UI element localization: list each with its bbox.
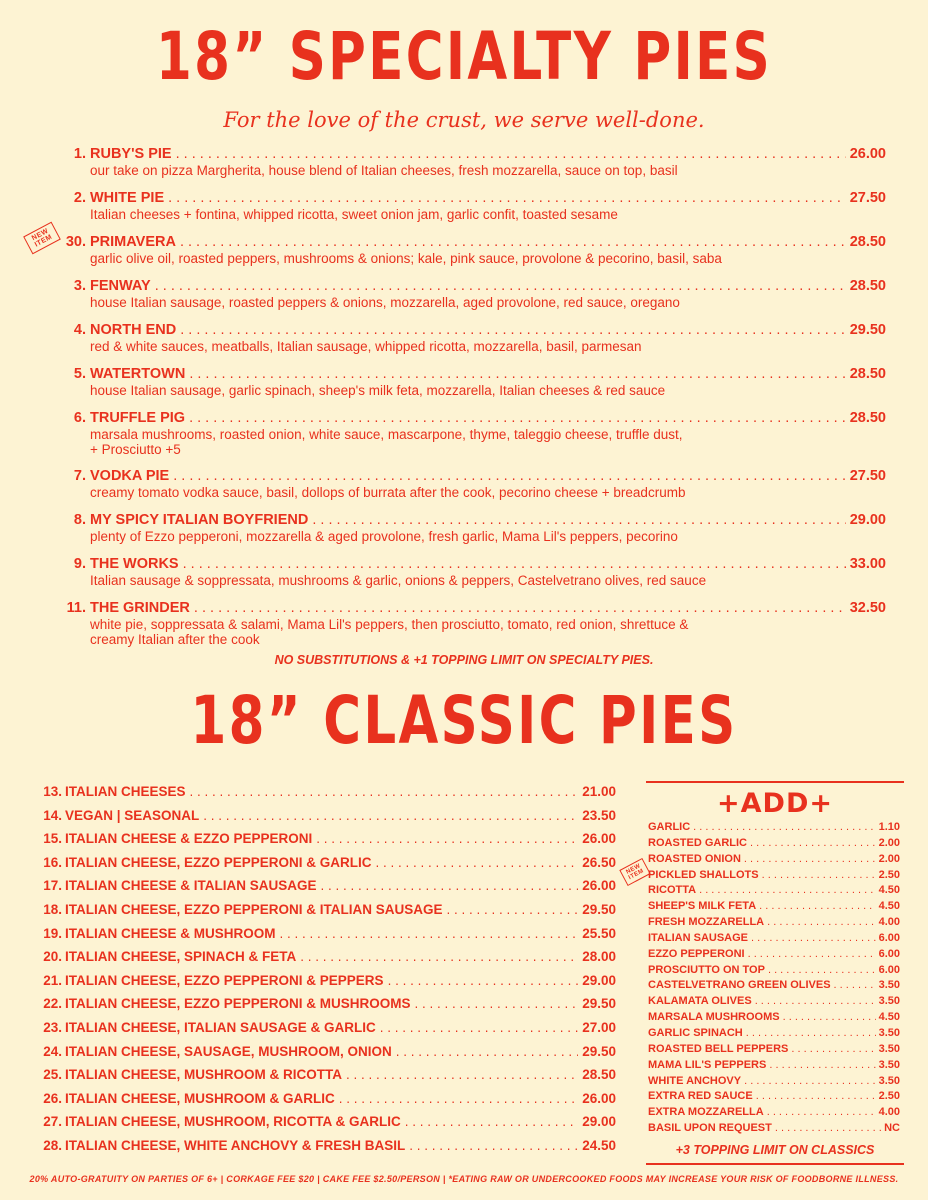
item-name: ITALIAN CHEESE & MUSHROOM	[65, 925, 276, 941]
add-on-price: 3.50	[878, 1026, 900, 1039]
item-price: 29.50	[582, 996, 616, 1012]
add-on-name: MAMA LIL'S PEPPERS	[648, 1058, 767, 1071]
item-name: ITALIAN CHEESE, MUSHROOM, RICOTTA & GARLIC	[65, 1114, 401, 1130]
add-on-price: 6.00	[878, 947, 900, 960]
menu-item	[26, 278, 886, 322]
tagline: For the love of the crust, we serve well-done.	[223, 108, 705, 132]
item-number: 25.	[43, 1067, 62, 1083]
add-on-price: 3.50	[878, 1074, 900, 1087]
dot-leader	[380, 1020, 578, 1035]
dot-leader	[693, 821, 875, 833]
dot-leader	[768, 964, 876, 976]
dot-leader	[376, 855, 579, 870]
dot-leader	[783, 1011, 876, 1023]
add-on-name: GARLIC	[648, 821, 691, 833]
item-price: 27.00	[582, 1019, 616, 1035]
item-name: ITALIAN CHEESE, MUSHROOM & GARLIC	[65, 1090, 335, 1106]
add-on-price: 3.50	[878, 979, 900, 992]
dot-leader	[415, 996, 579, 1011]
add-on-name: KALAMATA OLIVES	[648, 995, 752, 1008]
item-number: 28.	[43, 1137, 62, 1153]
item-price: 29.00	[582, 972, 616, 988]
menu-item	[20, 1044, 616, 1068]
menu-item	[26, 190, 886, 234]
add-on-price: 4.00	[878, 1106, 900, 1119]
add-on-name: ITALIAN SAUSAGE	[648, 931, 749, 944]
dot-leader	[321, 878, 579, 893]
dot-leader	[312, 512, 845, 529]
add-on-item	[648, 1090, 900, 1106]
item-number: 5.	[73, 366, 86, 382]
menu-item-header	[26, 556, 886, 573]
add-on-price: 2.00	[878, 836, 900, 849]
item-price: 21.00	[582, 784, 616, 799]
add-on-price: NC	[884, 1122, 900, 1135]
item-price: 33.00	[849, 556, 886, 572]
add-on-name: SHEEP'S MILK FETA	[648, 900, 757, 913]
menu-item	[20, 784, 616, 808]
dot-leader	[767, 916, 875, 928]
item-price: 29.50	[582, 1043, 616, 1059]
item-name: ITALIAN CHEESE, WHITE ANCHOVY & FRESH BASIL	[65, 1137, 406, 1153]
menu-item	[26, 146, 886, 190]
item-description: house Italian sausage, garlic spinach, sheep's milk feta, mozzarella, Italian cheeses & red sauce	[90, 383, 666, 398]
add-on-name: ROASTED BELL PEPPERS	[648, 1042, 789, 1055]
dot-leader	[203, 808, 578, 823]
add-on-price: 4.50	[878, 900, 900, 913]
item-price: 26.50	[582, 854, 616, 870]
specialty-title: 18” SPECIALTY PIES	[155, 18, 772, 95]
item-number: 3.	[73, 278, 86, 294]
dot-leader	[189, 366, 845, 383]
item-number: 14.	[43, 807, 62, 823]
menu-item	[20, 1020, 616, 1044]
add-on-name: CASTELVETRANO GREEN OLIVES	[648, 979, 831, 992]
item-price: 28.50	[849, 366, 886, 382]
dot-leader	[775, 1122, 881, 1134]
item-price: 29.00	[849, 512, 886, 528]
add-on-item	[648, 821, 900, 837]
add-on-name: ROASTED GARLIC	[648, 836, 747, 849]
item-name: VEGAN | SEASONAL	[65, 807, 200, 823]
dot-leader	[168, 190, 846, 207]
item-name: THE WORKS	[90, 556, 179, 572]
dot-leader	[751, 932, 876, 944]
dot-leader	[746, 1027, 876, 1039]
dot-leader	[346, 1067, 578, 1082]
add-on-item	[648, 1027, 900, 1043]
add-on-item	[648, 1043, 900, 1059]
item-description: plenty of Ezzo pepperoni, mozzarella & aged provolone, fresh garlic, Mama Lil's peppers, pecorino	[90, 529, 678, 544]
item-name: ITALIAN CHEESE, ITALIAN SAUSAGE & GARLIC	[65, 1019, 376, 1035]
add-on-price: 1.10	[878, 821, 900, 833]
dot-leader	[388, 973, 579, 988]
add-on-item	[648, 900, 900, 916]
item-price: 28.50	[849, 410, 886, 426]
item-number: 1.	[73, 146, 86, 162]
menu-item-header	[26, 468, 886, 485]
item-description: Italian cheeses + fontina, whipped ricotta, sweet onion jam, garlic confit, toasted sesame	[90, 207, 618, 222]
add-on-item	[648, 837, 900, 853]
add-on-item	[648, 932, 900, 948]
item-description: white pie, soppressata & salami, Mama Lil's peppers, then prosciutto, tomato, red onion, shrettuce & creamy Italian after the cook	[90, 617, 689, 647]
add-on-price: 2.50	[878, 1090, 900, 1103]
new-item-badge: NEW ITEM	[619, 857, 650, 885]
dot-leader	[316, 831, 578, 846]
add-on-price: 3.50	[878, 1058, 900, 1071]
menu-item	[26, 366, 886, 410]
menu-item-header	[26, 600, 886, 617]
dot-leader	[396, 1044, 578, 1059]
item-name: ITALIAN CHEESE, EZZO PEPPERONI & GARLIC	[65, 854, 372, 870]
add-on-name: EXTRA MOZZARELLA	[648, 1106, 764, 1119]
menu-item	[20, 831, 616, 855]
menu-item-header	[26, 278, 886, 295]
menu-item	[20, 878, 616, 902]
specialty-list	[26, 146, 886, 658]
add-on-price: 2.50	[878, 868, 900, 881]
dot-leader	[699, 884, 876, 896]
item-number: 19.	[43, 925, 62, 941]
add-on-name: RICOTTA	[648, 884, 697, 897]
add-on-name: FRESH MOZZARELLA	[648, 916, 765, 929]
footer-note: 20% AUTO-GRATUITY ON PARTIES OF 6+ | CORKAGE FEE $20 | CAKE FEE $2.50/PERSON | *EATING RAW OR UNDERCOOKED FOODS MAY INCREASE YOUR RISK OF FOODBORNE ILLNESS.	[29, 1174, 899, 1184]
item-price: 29.00	[582, 1114, 616, 1130]
dot-leader	[762, 869, 876, 881]
dot-leader	[744, 853, 876, 865]
add-on-name: PICKLED SHALLOTS	[648, 868, 759, 881]
item-number: 6.	[73, 410, 86, 426]
item-number: 16.	[43, 854, 62, 870]
item-number: 4.	[73, 322, 86, 338]
dot-leader	[755, 995, 876, 1007]
add-on-name: PROSCIUTTO ON TOP	[648, 963, 765, 976]
item-number: 15.	[43, 831, 62, 847]
item-number: 11.	[66, 600, 86, 616]
item-name: THE GRINDER	[90, 600, 190, 616]
item-number: 8.	[73, 512, 86, 528]
item-name: NORTH END	[90, 322, 177, 338]
item-price: 29.50	[582, 901, 616, 917]
dot-leader	[155, 278, 846, 295]
add-on-price: 4.50	[878, 1011, 900, 1024]
item-name: ITALIAN CHEESE & ITALIAN SAUSAGE	[65, 878, 317, 894]
item-price: 26.00	[582, 1090, 616, 1106]
item-name: ITALIAN CHEESE & EZZO PEPPERONI	[65, 831, 313, 847]
item-name: WATERTOWN	[90, 366, 186, 382]
item-price: 32.50	[849, 600, 886, 616]
add-on-price: 6.00	[878, 963, 900, 976]
dot-leader	[280, 926, 579, 941]
add-on-item	[648, 1059, 900, 1075]
item-price: 23.50	[582, 807, 616, 823]
dot-leader	[173, 468, 845, 485]
add-ons-note: +3 TOPPING LIMIT ON CLASSICS	[675, 1143, 875, 1157]
menu-item	[26, 468, 886, 512]
item-description: Italian sausage & soppressata, mushrooms & garlic, onions & peppers, Castelvetrano olives, red sauce	[90, 573, 707, 588]
dot-leader	[744, 1075, 875, 1087]
item-price: 28.50	[849, 234, 886, 250]
add-on-item	[648, 979, 900, 995]
menu-item	[20, 902, 616, 926]
add-on-price: 4.50	[878, 884, 900, 897]
item-name: ITALIAN CHEESE, EZZO PEPPERONI & MUSHROOMS	[65, 996, 411, 1012]
item-price: 27.50	[849, 468, 886, 484]
specialty-note: NO SUBSTITUTIONS & +1 TOPPING LIMIT ON SPECIALTY PIES.	[274, 653, 654, 667]
item-number: 9.	[73, 556, 86, 572]
menu-item	[20, 1091, 616, 1115]
menu-item	[26, 512, 886, 556]
add-on-price: 6.00	[878, 931, 900, 944]
dot-leader	[339, 1091, 578, 1106]
menu-item	[26, 410, 886, 468]
item-description: our take on pizza Margherita, house blend of Italian cheeses, fresh mozzarella, sauce on top, basil	[90, 163, 678, 178]
classic-title: 18” CLASSIC PIES	[190, 682, 738, 759]
classic-list	[20, 784, 616, 1162]
item-name: FENWAY	[90, 278, 151, 294]
dot-leader	[190, 784, 579, 799]
item-number: 22.	[43, 996, 62, 1012]
add-ons-list	[625, 821, 900, 1138]
dot-leader	[756, 1090, 876, 1102]
add-ons-title: +ADD+	[717, 788, 833, 819]
item-name: ITALIAN CHEESE, SAUSAGE, MUSHROOM, ONION	[65, 1043, 392, 1059]
add-on-name: WHITE ANCHOVY	[648, 1074, 742, 1087]
add-on-item	[648, 1122, 900, 1138]
menu-item-header	[26, 190, 886, 207]
menu-item	[20, 1138, 616, 1162]
add-ons-box	[625, 781, 904, 1165]
menu-item-header	[26, 234, 886, 251]
item-price: 28.50	[849, 278, 886, 294]
new-item-badge: NEW ITEM	[23, 222, 61, 255]
dot-leader	[300, 949, 578, 964]
item-name: MY SPICY ITALIAN BOYFRIEND	[90, 512, 309, 528]
dot-leader	[189, 410, 846, 427]
add-on-item	[625, 862, 900, 885]
menu-item	[26, 322, 886, 366]
add-on-item	[648, 1106, 900, 1122]
item-name: VODKA PIE	[90, 468, 170, 484]
dot-leader	[750, 837, 876, 849]
dot-leader	[180, 234, 846, 251]
add-on-name: EXTRA RED SAUCE	[648, 1090, 753, 1103]
item-description: creamy tomato vodka sauce, basil, dollops of burrata after the cook, pecorino cheese + breadcrumb	[90, 485, 686, 500]
add-on-name: GARLIC SPINACH	[648, 1026, 743, 1039]
menu-item	[20, 808, 616, 832]
menu-item-header	[26, 366, 886, 383]
menu-item	[20, 949, 616, 973]
add-on-item	[648, 964, 900, 980]
add-on-price: 2.00	[878, 852, 900, 865]
item-price: 28.50	[582, 1067, 616, 1083]
add-on-price: 3.50	[878, 995, 900, 1008]
menu-item	[26, 600, 886, 658]
dot-leader	[180, 322, 846, 339]
item-description: garlic olive oil, roasted peppers, mushrooms & onions; kale, pink sauce, provolone & pecorino, basil, saba	[90, 251, 722, 266]
dot-leader	[769, 1059, 875, 1071]
add-on-item	[648, 948, 900, 964]
item-number: 30.	[65, 234, 86, 250]
add-on-price: 4.00	[878, 916, 900, 929]
dot-leader	[759, 900, 875, 912]
menu-item-header	[26, 322, 886, 339]
dot-leader	[767, 1106, 876, 1118]
add-on-item	[648, 884, 900, 900]
item-name: ITALIAN CHEESES	[65, 784, 186, 799]
item-name: RUBY'S PIE	[90, 146, 172, 162]
item-price: 27.50	[849, 190, 886, 206]
item-price: 26.00	[849, 146, 886, 162]
item-name: TRUFFLE PIG	[90, 410, 186, 426]
item-number: 18.	[43, 901, 62, 917]
item-price: 26.00	[582, 831, 616, 847]
item-number: 21.	[43, 972, 62, 988]
item-name: ITALIAN CHEESE, EZZO PEPPERONI & PEPPERS	[65, 972, 384, 988]
menu-item	[20, 1067, 616, 1091]
dot-leader	[791, 1043, 875, 1055]
dot-leader	[176, 146, 846, 163]
menu-item	[20, 926, 616, 950]
dot-leader	[405, 1114, 578, 1129]
dot-leader	[834, 979, 876, 991]
dot-leader	[194, 600, 846, 617]
menu-item	[20, 855, 616, 879]
item-number: 2.	[73, 190, 86, 206]
item-number: 20.	[43, 949, 62, 965]
menu-item	[20, 973, 616, 997]
item-name: ITALIAN CHEESE, MUSHROOM & RICOTTA	[65, 1067, 342, 1083]
menu-item	[20, 1114, 616, 1138]
item-name: WHITE PIE	[90, 190, 165, 206]
menu-item	[26, 227, 886, 278]
menu-item-header	[26, 410, 886, 427]
item-description: red & white sauces, meatballs, Italian sausage, whipped ricotta, mozzarella, basil, parmesan	[90, 339, 642, 354]
item-number: 27.	[43, 1114, 62, 1130]
item-price: 24.50	[582, 1137, 616, 1153]
item-name: ITALIAN CHEESE, SPINACH & FETA	[65, 949, 297, 965]
item-number: 23.	[43, 1019, 62, 1035]
add-on-name: MARSALA MUSHROOMS	[648, 1011, 780, 1024]
menu-item-header	[26, 146, 886, 163]
add-on-name: EZZO PEPPERONI	[648, 947, 745, 960]
add-on-item	[648, 853, 900, 869]
item-price: 25.50	[582, 925, 616, 941]
item-description: house Italian sausage, roasted peppers & onions, mozzarella, aged provolone, red sauce, oregano	[90, 295, 680, 310]
item-name: ITALIAN CHEESE, EZZO PEPPERONI & ITALIAN SAUSAGE	[65, 901, 443, 917]
item-price: 28.00	[582, 949, 616, 965]
dot-leader	[183, 556, 846, 573]
item-number: 17.	[43, 878, 62, 894]
item-number: 24.	[43, 1043, 62, 1059]
add-on-item	[648, 1011, 900, 1027]
item-number: 13.	[43, 784, 62, 799]
add-on-item	[648, 1075, 900, 1091]
item-number: 7.	[73, 468, 86, 484]
item-description: marsala mushrooms, roasted onion, white sauce, mascarpone, thyme, taleggio cheese, truffle dust, + Prosciutto +5	[90, 427, 683, 457]
menu-item-header	[26, 512, 886, 529]
add-on-item	[648, 916, 900, 932]
dot-leader	[409, 1138, 578, 1153]
item-number: 26.	[43, 1090, 62, 1106]
add-on-price: 3.50	[878, 1042, 900, 1055]
add-on-name: ROASTED ONION	[648, 852, 741, 865]
item-name: PRIMAVERA	[90, 234, 176, 250]
item-price: 29.50	[849, 322, 886, 338]
item-price: 26.00	[582, 878, 616, 894]
dot-leader	[447, 902, 579, 917]
add-on-item	[648, 995, 900, 1011]
dot-leader	[748, 948, 876, 960]
add-on-name: BASIL UPON REQUEST	[648, 1122, 772, 1135]
menu-item	[20, 996, 616, 1020]
menu-item	[26, 556, 886, 600]
